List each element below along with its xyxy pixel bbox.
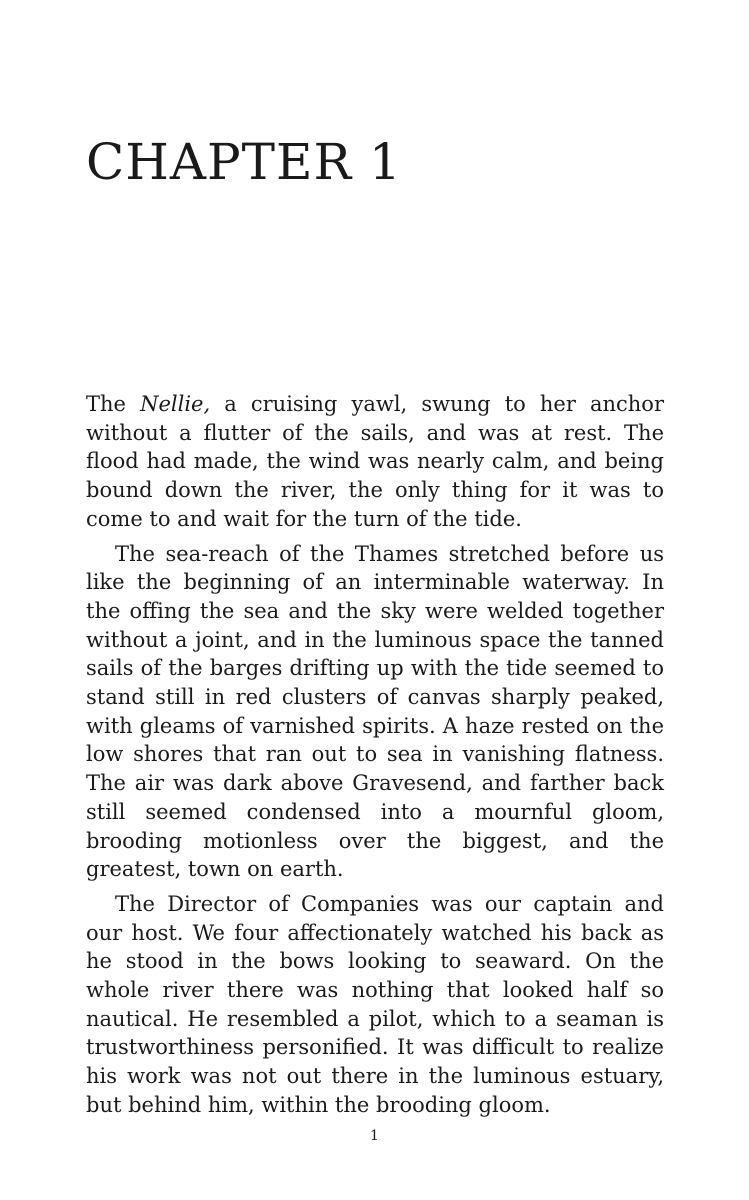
chapter-body	[86, 390, 664, 1126]
ship-name: Nellie,	[140, 392, 211, 416]
paragraph-2: The sea-reach of the Thames stretched before us like the beginning of an interminable waterway. In the offing the sea and the sky were welded together without a joint, and in the luminous space the tanned sails of the barges drifting up with the tide seemed to stand still in red clusters of canvas sharply peaked, with gleams of varnished spirits. A haze rested on the low shores that ran out to sea in vanishing flatness. The air was dark above Gravesend, and farther back still seemed condensed into a mournful gloom, brooding motionless over the biggest, and the greatest, town on earth.	[86, 541, 664, 882]
paragraph-1-rest: a cruising yawl, swung to her anchor without a flutter of the sails, and was at rest. The flood had made, the wind was nearly calm, and being bound down the river, the only thing for it was to come to and wait for the turn of the tide.	[86, 392, 664, 531]
paragraph-1	[86, 390, 664, 534]
paragraph-1-lead: The	[86, 392, 141, 416]
chapter-title: CHAPTER 1	[86, 133, 402, 191]
page-number: 1	[370, 1128, 379, 1144]
paragraph-3: The Director of Companies was our captain and our host. We four affectionately watched his back as he stood in the bows looking to seaward. On the whole river there was nothing that looked half so nautical. He resembled a pilot, which to a seaman is trustworthiness personified. It was difficult to realize his work was not out there in the luminous estuary, but behind him, within the brooding gloom.	[86, 891, 664, 1117]
